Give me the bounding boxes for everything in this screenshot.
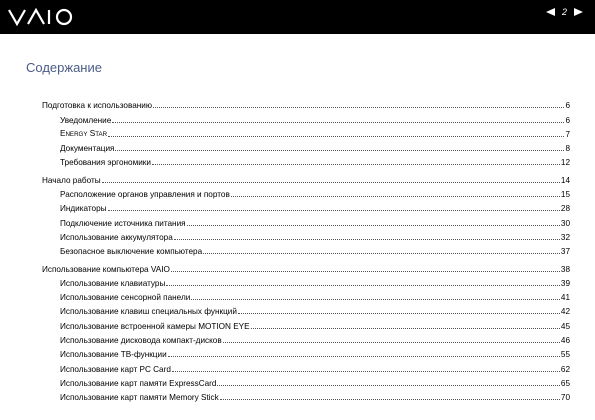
toc-dot-leader xyxy=(172,371,560,372)
toc-page-number: 28 xyxy=(560,204,570,214)
page-title: Содержание xyxy=(26,60,102,75)
toc-entry-title: Использование карт PC Card xyxy=(60,364,171,374)
toc-entry-title: Подготовка к использованию xyxy=(42,101,153,111)
toc-page-number: 65 xyxy=(560,378,570,388)
toc-entry-title: Использование клавиатуры xyxy=(60,278,166,288)
toc-dot-leader xyxy=(231,196,560,197)
toc-dot-leader xyxy=(191,299,560,300)
toc-subsection-entry[interactable] xyxy=(42,214,570,228)
toc-entry-title: Использование сенсорной панели xyxy=(60,293,191,303)
toc-page-number: 55 xyxy=(560,350,570,360)
toc-section-entry[interactable] xyxy=(42,97,570,111)
toc-subsection-entry[interactable] xyxy=(42,389,570,403)
toc-page-number: 6 xyxy=(565,115,570,125)
toc-dot-leader xyxy=(115,150,564,151)
toc-subsection-entry[interactable] xyxy=(42,275,570,289)
toc-subsection-entry[interactable] xyxy=(42,303,570,317)
toc-entry-title: Расположение органов управления и портов xyxy=(60,190,230,200)
toc-page-number: 14 xyxy=(560,175,570,185)
toc-dot-leader xyxy=(238,313,560,314)
toc-subsection-entry[interactable] xyxy=(42,243,570,257)
toc-entry-title: Использование дисковода компакт-дисков xyxy=(60,336,222,346)
toc-subsection-entry[interactable] xyxy=(42,126,570,140)
toc-page-number: 70 xyxy=(560,393,570,403)
toc-dot-leader xyxy=(217,385,559,386)
toc-section-entry[interactable] xyxy=(42,260,570,274)
toc-subsection-entry[interactable] xyxy=(42,332,570,346)
toc-dot-leader xyxy=(108,136,564,137)
toc-dot-leader xyxy=(187,225,560,226)
toc-dot-leader xyxy=(166,285,560,286)
toc-page-number: 8 xyxy=(565,144,570,154)
toc-page-number: 15 xyxy=(560,190,570,200)
toc-subsection-entry[interactable] xyxy=(42,375,570,389)
toc-page-number: 62 xyxy=(560,364,570,374)
toc-subsection-entry[interactable] xyxy=(42,186,570,200)
toc-subsection-entry[interactable] xyxy=(42,360,570,374)
toc-entry-title: Уведомление xyxy=(60,115,112,125)
toc-page-number: 41 xyxy=(560,293,570,303)
toc-page-number: 45 xyxy=(560,321,570,331)
vaio-logo xyxy=(8,7,76,27)
toc-dot-leader xyxy=(223,342,560,343)
toc-entry-title: Начало работы xyxy=(42,175,101,185)
toc-entry-title: Использование аккумулятора xyxy=(60,232,173,242)
toc-entry-title: Использование клавиш специальных функций xyxy=(60,307,237,317)
toc-page-number: 32 xyxy=(560,232,570,242)
toc-page-number: 30 xyxy=(560,218,570,228)
toc-page-number: 37 xyxy=(560,247,570,257)
toc-page-number: 46 xyxy=(560,336,570,346)
toc-subsection-entry[interactable] xyxy=(42,140,570,154)
toc-dot-leader xyxy=(112,122,564,123)
toc-subsection-entry[interactable] xyxy=(42,229,570,243)
toc-page-number: 6 xyxy=(565,101,570,111)
toc-entry-title: Использование карт памяти ExpressCard xyxy=(60,378,217,388)
toc-entry-title: Использование карт памяти Memory Stick xyxy=(60,393,219,403)
toc-entry-title: Документация xyxy=(60,144,115,154)
toc-subsection-entry[interactable] xyxy=(42,346,570,360)
toc-section-entry[interactable] xyxy=(42,171,570,185)
toc-dot-leader xyxy=(251,328,560,329)
toc-entry-title: Подключение источника питания xyxy=(60,218,186,228)
toc-dot-leader xyxy=(203,253,560,254)
toc-entry-title: Использование компьютера VAIO xyxy=(42,264,170,274)
toc-dot-leader xyxy=(171,271,560,272)
toc-entry-title: Безопасное выключение компьютера xyxy=(60,247,203,257)
toc-entry-title: Использование встроенной камеры MOTION EYE xyxy=(60,321,250,331)
toc-page-number: 12 xyxy=(560,158,570,168)
previous-page-arrow-icon[interactable] xyxy=(546,8,555,16)
next-page-arrow-icon[interactable] xyxy=(574,8,583,16)
toc-dot-leader xyxy=(108,210,560,211)
toc-page-number: 42 xyxy=(560,307,570,317)
toc-page-number: 39 xyxy=(560,278,570,288)
toc-subsection-entry[interactable] xyxy=(42,200,570,214)
toc-subsection-entry[interactable] xyxy=(42,154,570,168)
toc-subsection-entry[interactable] xyxy=(42,317,570,331)
toc-dot-leader xyxy=(102,182,560,183)
toc-entry-title: Индикаторы xyxy=(60,204,107,214)
toc-subsection-entry[interactable] xyxy=(42,111,570,125)
toc-dot-leader xyxy=(174,239,560,240)
toc-entry-title: ENERGY STAR xyxy=(60,128,108,138)
toc-page-number: 7 xyxy=(565,129,570,139)
table-of-contents xyxy=(42,97,570,403)
toc-entry-title: Использование ТВ-функции xyxy=(60,350,167,360)
toc-entry-title: Требования эргономики xyxy=(60,158,151,168)
toc-dot-leader xyxy=(220,399,560,400)
toc-page-number: 38 xyxy=(560,264,570,274)
page-number: 2 xyxy=(561,7,567,17)
toc-dot-leader xyxy=(152,164,560,165)
toc-subsection-entry[interactable] xyxy=(42,289,570,303)
header-bar xyxy=(0,0,595,34)
page-navigator xyxy=(546,6,583,18)
toc-dot-leader xyxy=(168,356,560,357)
toc-dot-leader xyxy=(153,107,564,108)
